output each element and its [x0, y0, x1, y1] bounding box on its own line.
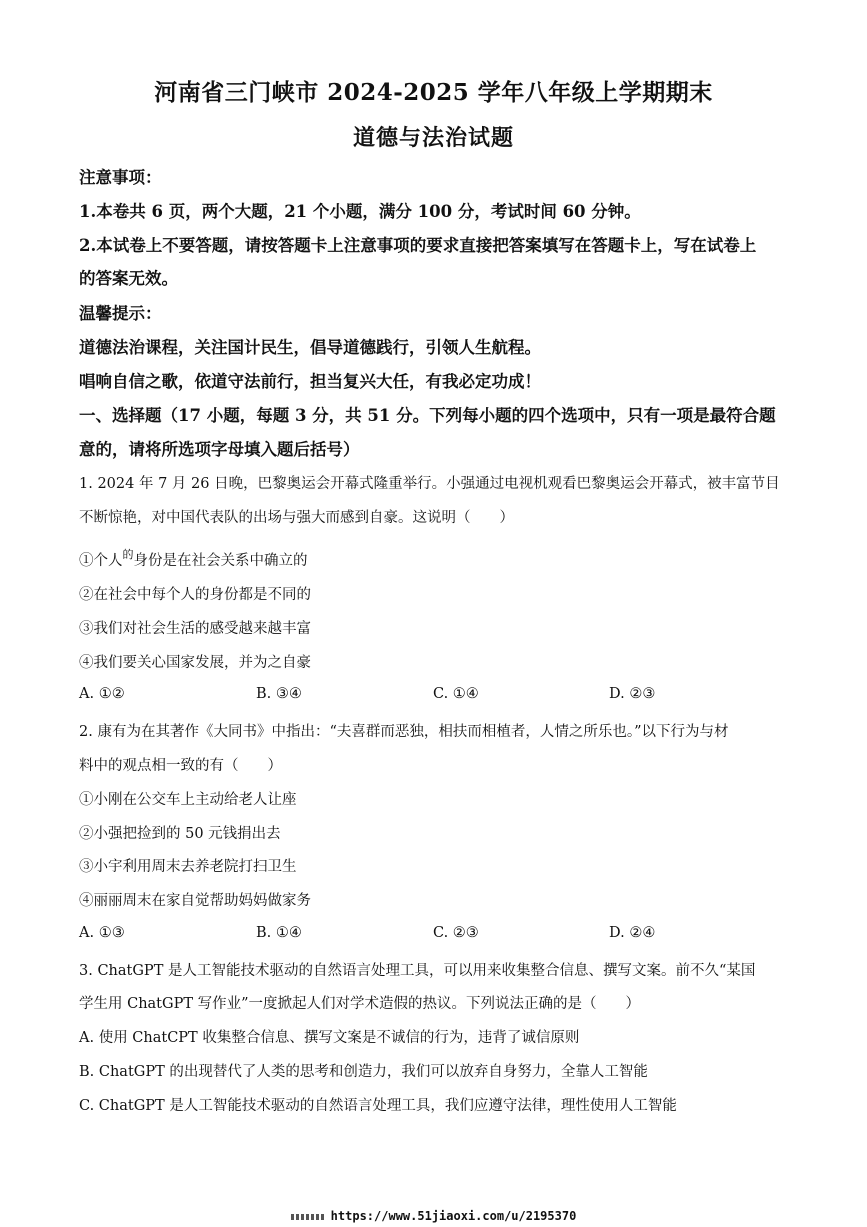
q2-statement-3: ③小宇利用周末去养老院打扫卫生 [79, 859, 297, 875]
q1-statement-3: ③我们对社会生活的感受越来越丰富 [79, 621, 311, 637]
footer-url [0, 1209, 867, 1223]
notice-heading: 注意事项： [79, 168, 162, 187]
q3-stem-line-2: 学生用 ChatGPT 写作业”一度掀起人们对学术造假的热议。下列说法正确的是（ ） [79, 996, 641, 1012]
q1-option-a: A. ①② [79, 686, 125, 702]
q3-stem-line-1: 3. ChatGPT 是人工智能技术驱动的自然语言处理工具，可以用来收集整合信息、撰写文案。前不久“某国 [79, 963, 756, 979]
q1-statement-1 [79, 546, 308, 570]
q2-stem-line-2: 料中的观点相一致的有（ ） [79, 758, 282, 774]
notice-item-1: 1.本卷共 6 页，两个大题，21 个小题，满分 100 分，考试时间 60 分钟。 [79, 202, 641, 221]
tips-line-1: 道德法治课程，关注国计民生，倡导道德践行，引领人生航程。 [79, 338, 541, 357]
q2-stem-line-1: 2. 康有为在其著作《大同书》中指出：“夫喜群而恶独，相扶而相植者，人情之所乐也。”以下行为与材 [79, 724, 729, 740]
q2-option-d: D. ②④ [609, 925, 656, 941]
q3-option-c: C. ChatGPT 是人工智能技术驱动的自然语言处理工具，我们应遵守法律，理性使用人工智能 [79, 1098, 677, 1114]
q1-option-c: C. ①④ [433, 686, 479, 702]
section-1-heading-line-1: 一、选择题（17 小题，每题 3 分，共 51 分。下列每小题的四个选项中，只有一项是最符合题 [79, 406, 776, 425]
q2-statement-4: ④丽丽周末在家自觉帮助妈妈做家务 [79, 893, 311, 909]
tips-line-2: 唱响自信之歌，依道守法前行，担当复兴大任，有我必定功成！ [79, 372, 541, 391]
q2-option-b: B. ①④ [256, 925, 302, 941]
q2-statement-1: ①小刚在公交车上主动给老人让座 [79, 792, 297, 808]
q1-option-b: B. ③④ [256, 686, 302, 702]
q1-statement-2: ②在社会中每个人的身份都是不同的 [79, 587, 311, 603]
watermark-mark [291, 1214, 325, 1220]
q3-option-a: A. 使用 ChatCPT 收集整合信息、撰写文案是不诚信的行为，违背了诚信原则 [79, 1030, 580, 1046]
section-1-heading-line-2: 意的，请将所选项字母填入题后括号） [79, 440, 360, 459]
q1-option-d: D. ②③ [609, 686, 656, 702]
q1-stem-line-1: 1. 2024 年 7 月 26 日晚，巴黎奥运会开幕式隆重举行。小强通过电视机观看巴黎奥运会开幕式，被丰富节目 [79, 476, 780, 492]
exam-subtitle: 道德与法治试题 [352, 125, 514, 151]
q1-s1-post: 身份是在社会关系中确立的 [133, 553, 308, 569]
exam-title: 河南省三门峡市 2024-2025 学年八年级上学期期末 [154, 79, 713, 106]
q2-option-a: A. ①③ [79, 925, 125, 941]
notice-item-2-line-2: 的答案无效。 [79, 269, 178, 288]
footer-url-text: https://www.51jiaoxi.com/u/2195370 [330, 1209, 577, 1223]
q2-option-c: C. ②③ [433, 925, 479, 941]
q1-stem-line-2: 不断惊艳，对中国代表队的出场与强大而感到自豪。这说明（ ） [79, 510, 514, 526]
q1-s1-pre: ①个人 [79, 553, 123, 569]
q2-statement-2: ②小强把捡到的 50 元钱捐出去 [79, 826, 281, 842]
notice-item-2-line-1: 2.本试卷上不要答题，请按答题卡上注意事项的要求直接把答案填写在答题卡上，写在试卷上 [79, 236, 757, 255]
q1-statement-4: ④我们要关心国家发展，并为之自豪 [79, 655, 311, 671]
q3-option-b: B. ChatGPT 的出现替代了人类的思考和创造力，我们可以放弃自身努力，全靠人工智能 [79, 1064, 648, 1080]
q1-s1-sup: 的 [122, 548, 134, 561]
tips-heading: 温馨提示： [79, 304, 162, 323]
